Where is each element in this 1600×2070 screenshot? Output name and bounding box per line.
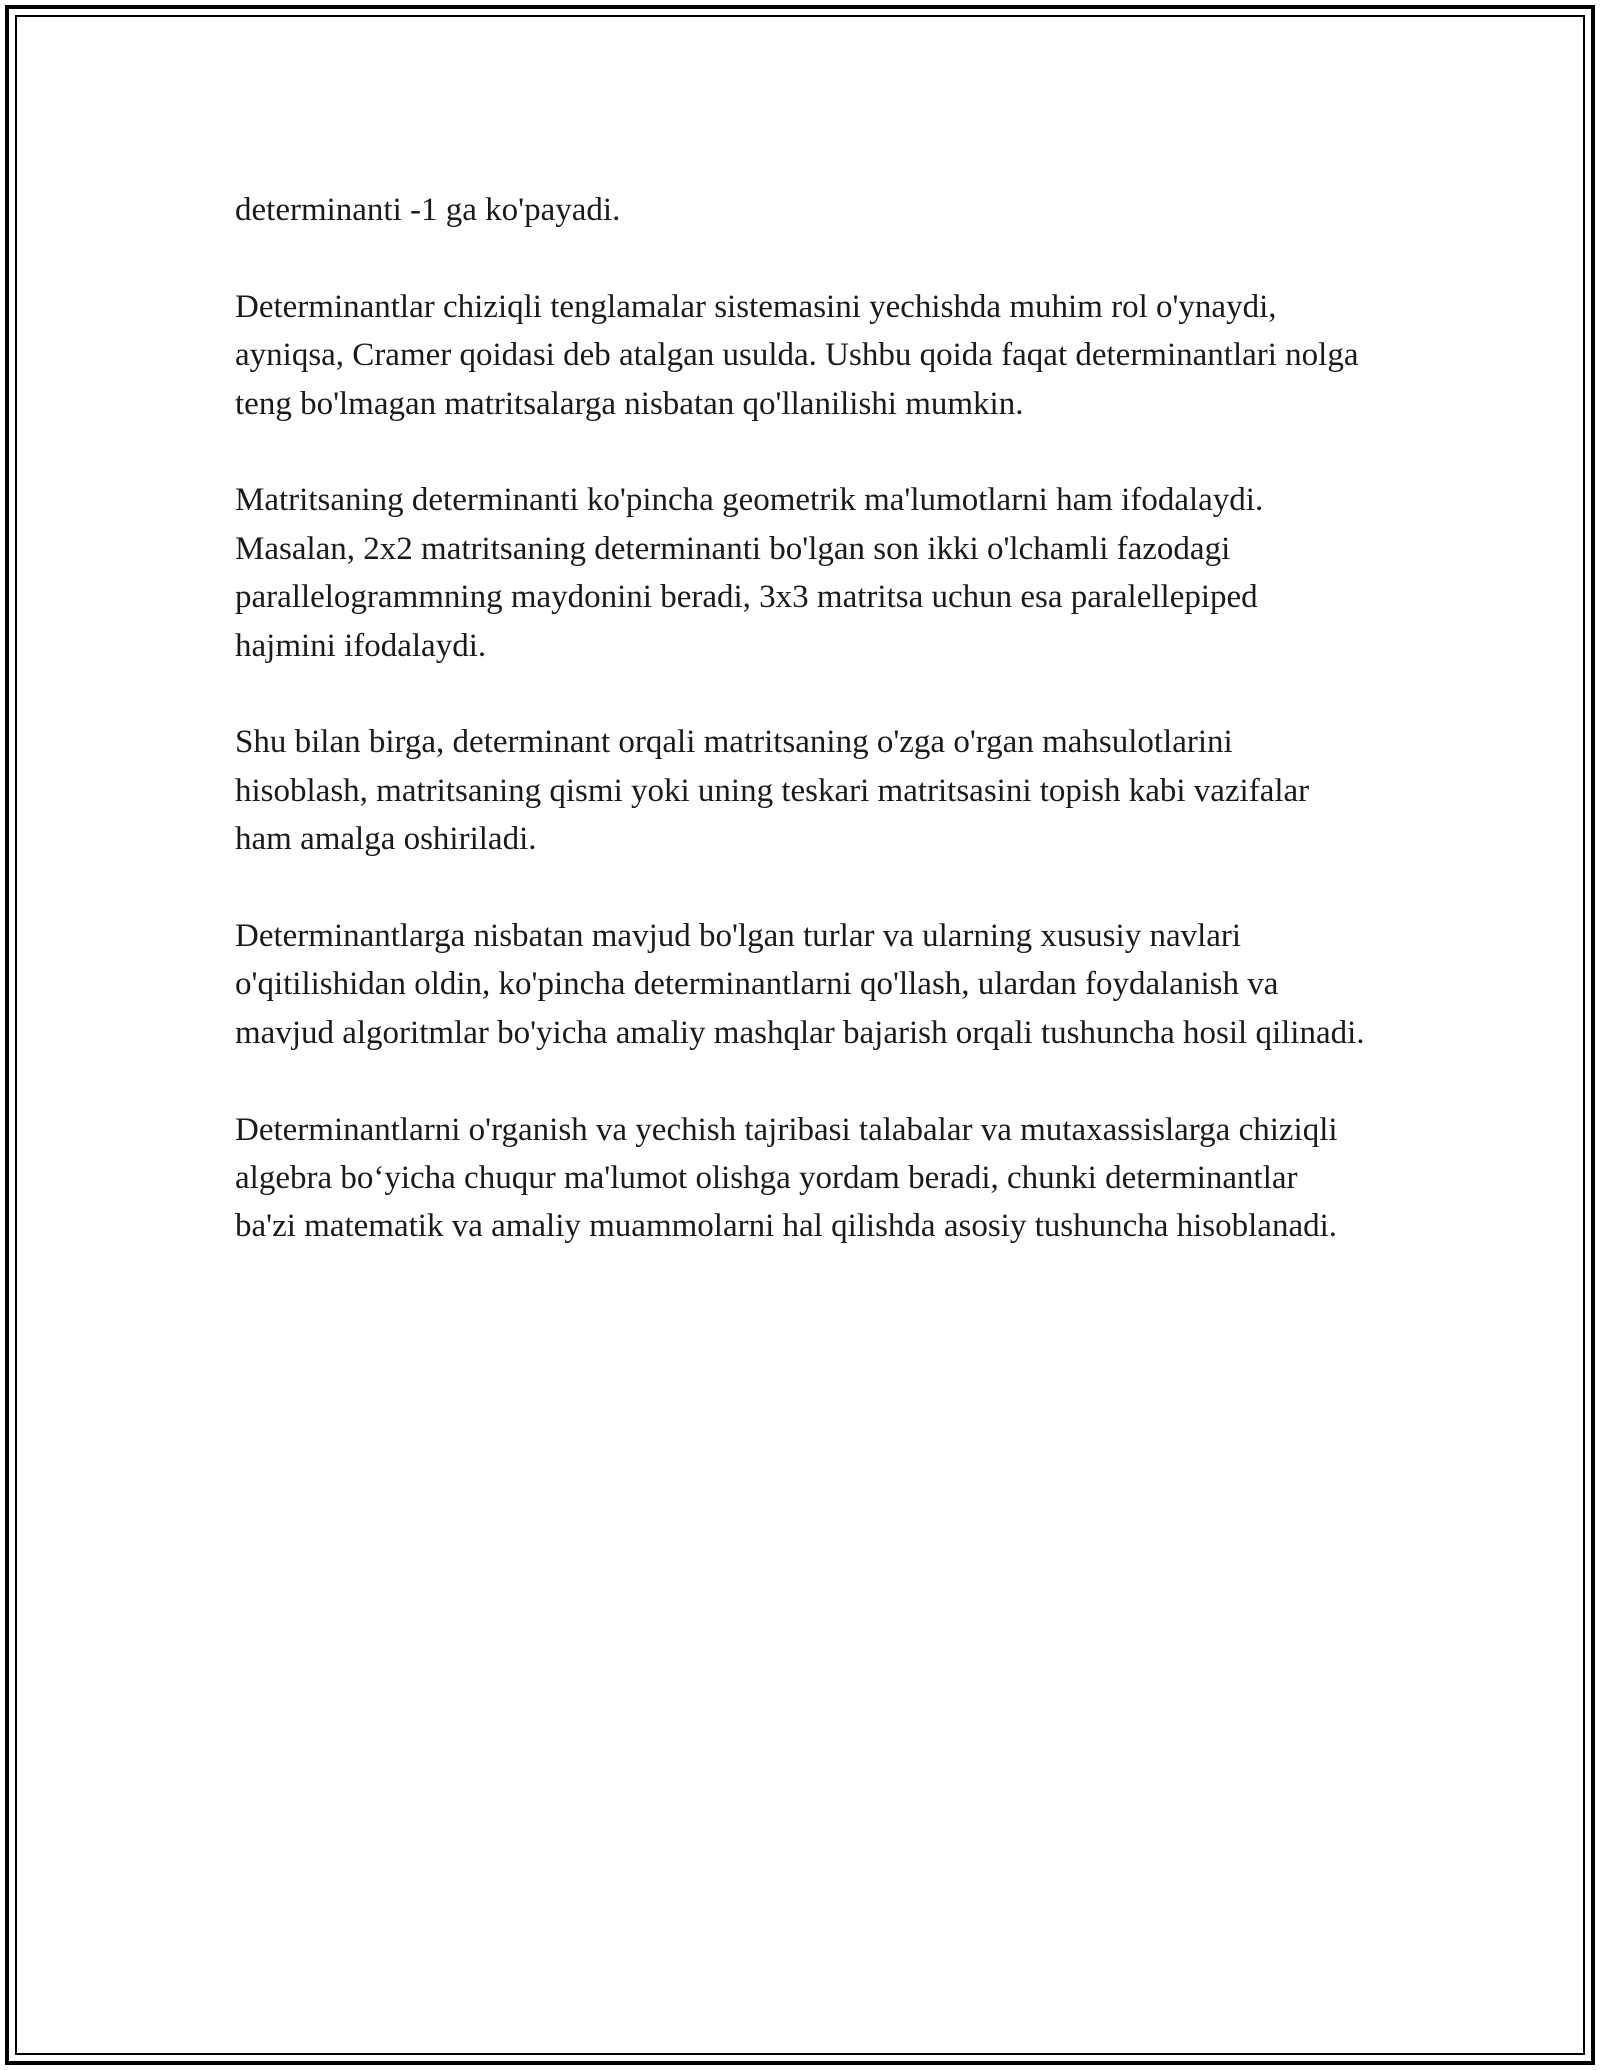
paragraph: determinanti -1 ga ko'payadi. [235, 192, 621, 228]
paragraph: Matritsaning determinanti ko'pincha geometrik ma'lumotlarni ham ifodalaydi. Masalan, 2x2 matritsaning determinanti bo'lgan son ikki o'lchamli fazodagi parallelogrammning maydonini beradi, 3x3 matritsa uchun esa paralellepiped hajmini ifodalaydi. [235, 482, 1264, 664]
paragraph: Determinantlar chiziqli tenglamalar sistemasini yechishda muhim rol o'ynaydi, ayniqsa, Cramer qoidasi deb atalgan usulda. Ushbu qoida faqat determinantlari nolga teng bo'lmagan matritsalarga nisbatan qo'llanilishi mumkin. [235, 288, 1359, 422]
paragraph: Shu bilan birga, determinant orqali matritsaning o'zga o'rgan mahsulotlarini hisoblash, matritsaning qismi yoki uning teskari matritsasini topish kabi vazifalar ham amalga oshiriladi. [235, 724, 1310, 858]
paragraph: Determinantlarga nisbatan mavjud bo'lgan turlar va ularning xususiy navlari o'qitilishidan oldin, ko'pincha determinantlarni qo'llash, ulardan foydalanish va mavjud algoritmlar bo'yicha amaliy mashqlar bajarish orqali tushuncha hosil qilinadi. [235, 918, 1365, 1051]
document-body [235, 186, 1365, 1299]
paragraph: Determinantlarni o'rganish va yechish tajribasi talabalar va mutaxassislarga chiziqli algebra bo‘yicha chuqur ma'lumot olishga yordam beradi, chunki determinantlar ba'zi matematik va amaliy muammolarni hal qilishda asosiy tushuncha hisoblanadi. [235, 1111, 1338, 1245]
